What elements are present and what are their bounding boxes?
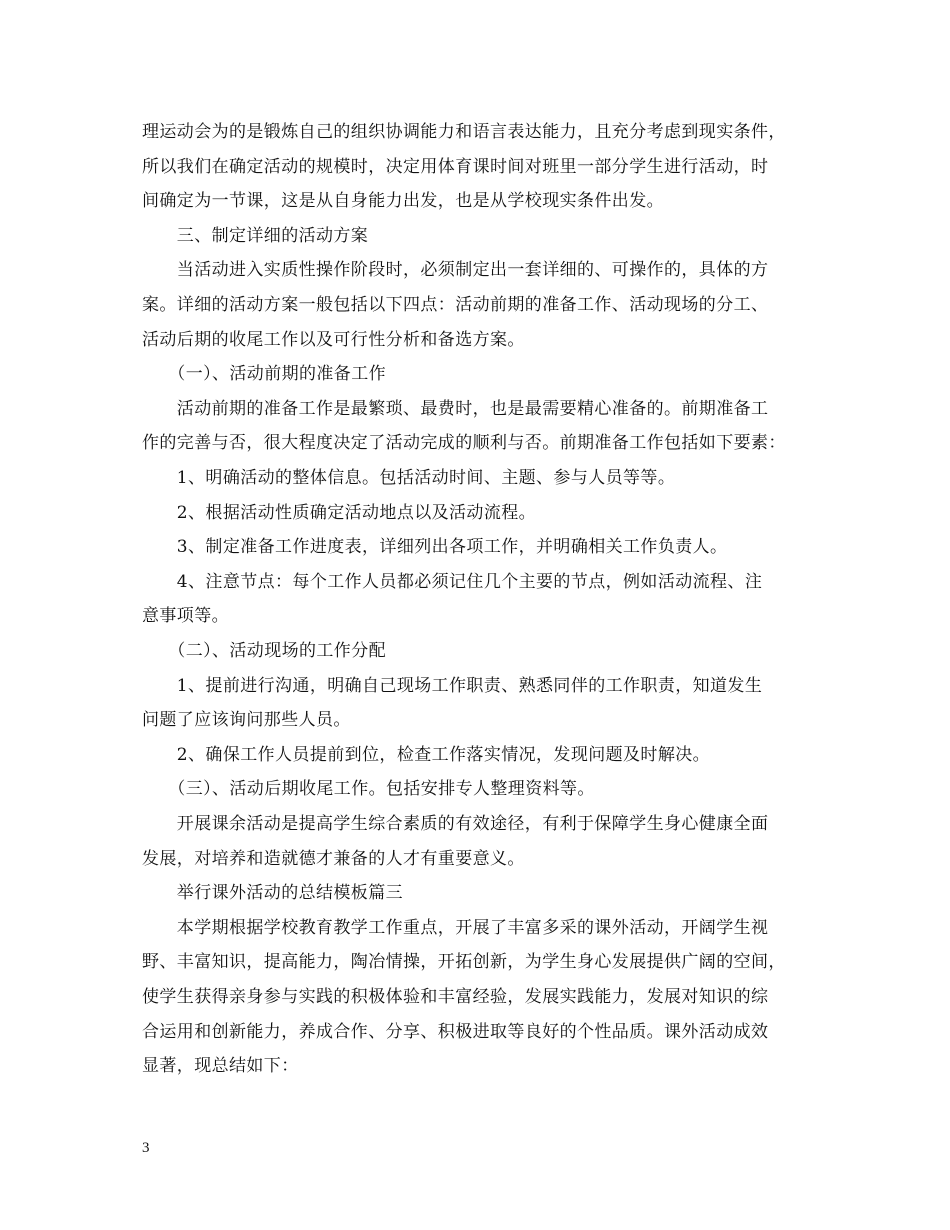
text-line: 所以我们在确定活动的规模时，决定用体育课时间对班里一部分学生进行活动，时 <box>142 157 769 177</box>
text-line: 4、注意节点：每个工作人员都必须记住几个主要的节点，例如活动流程、注 <box>142 572 763 592</box>
text-line: （三）、活动后期收尾工作。包括安排专人整理资料等。 <box>142 779 595 799</box>
text-line: 三、制定详细的活动方案 <box>142 226 369 246</box>
text-line: 活动前期的准备工作是最繁琐、最费时，也是最需要精心准备的。前期准备工 <box>142 399 769 419</box>
text-line: 合运用和创新能力，养成合作、分享、积极进取等良好的个性品质。课外活动成效 <box>142 1022 769 1042</box>
text-line: 作的完善与否，很大程度决定了活动完成的顺利与否。前期准备工作包括如下要素： <box>142 433 786 453</box>
text-line: 3、制定准备工作进度表，详细列出各项工作，并明确相关工作负责人。 <box>142 537 728 557</box>
text-line: （一）、活动前期的准备工作 <box>142 364 386 384</box>
text-line: 发展，对培养和造就德才兼备的人才有重要意义。 <box>142 849 525 869</box>
text-line: 当活动进入实质性操作阶段时，必须制定出一套详细的、可操作的，具体的方 <box>142 260 769 280</box>
text-line: 活动后期的收尾工作以及可行性分析和备选方案。 <box>142 330 525 350</box>
text-line: 2、根据活动性质确定活动地点以及活动流程。 <box>142 503 537 523</box>
text-line: 意事项等。 <box>142 606 229 626</box>
text-line: 野、丰富知识，提高能力，陶冶情操，开拓创新，为学生身心发展提供广阔的空间， <box>142 952 786 972</box>
text-line: 显著，现总结如下： <box>142 1056 299 1076</box>
text-line: 举行课外活动的总结模板篇三 <box>142 883 403 903</box>
text-line: 1、提前进行沟通，明确自己现场工作职责、熟悉同伴的工作职责，知道发生 <box>142 676 763 696</box>
text-line: 1、明确活动的整体信息。包括活动时间、主题、参与人员等等。 <box>142 468 676 488</box>
text-line: 案。详细的活动方案一般包括以下四点：活动前期的准备工作、活动现场的分工、 <box>142 295 769 315</box>
text-line: 间确定为一节课，这是从自身能力出发，也是从学校现实条件出发。 <box>142 191 664 211</box>
text-line: 开展课余活动是提高学生综合素质的有效途径，有利于保障学生身心健康全面 <box>142 814 769 834</box>
text-line: 使学生获得亲身参与实践的积极体验和丰富经验，发展实践能力，发展对知识的综 <box>142 987 769 1007</box>
page-number: 3 <box>142 1140 150 1156</box>
text-line: 本学期根据学校教育教学工作重点，开展了丰富多采的课外活动，开阔学生视 <box>142 918 769 938</box>
text-line: （二）、活动现场的工作分配 <box>142 641 386 661</box>
text-line: 2、确保工作人员提前到位，检查工作落实情况，发现问题及时解决。 <box>142 745 711 765</box>
text-line: 理运动会为的是锻炼自己的组织协调能力和语言表达能力，且充分考虑到现实条件， <box>142 122 786 142</box>
text-line: 问题了应该询问那些人员。 <box>142 710 351 730</box>
